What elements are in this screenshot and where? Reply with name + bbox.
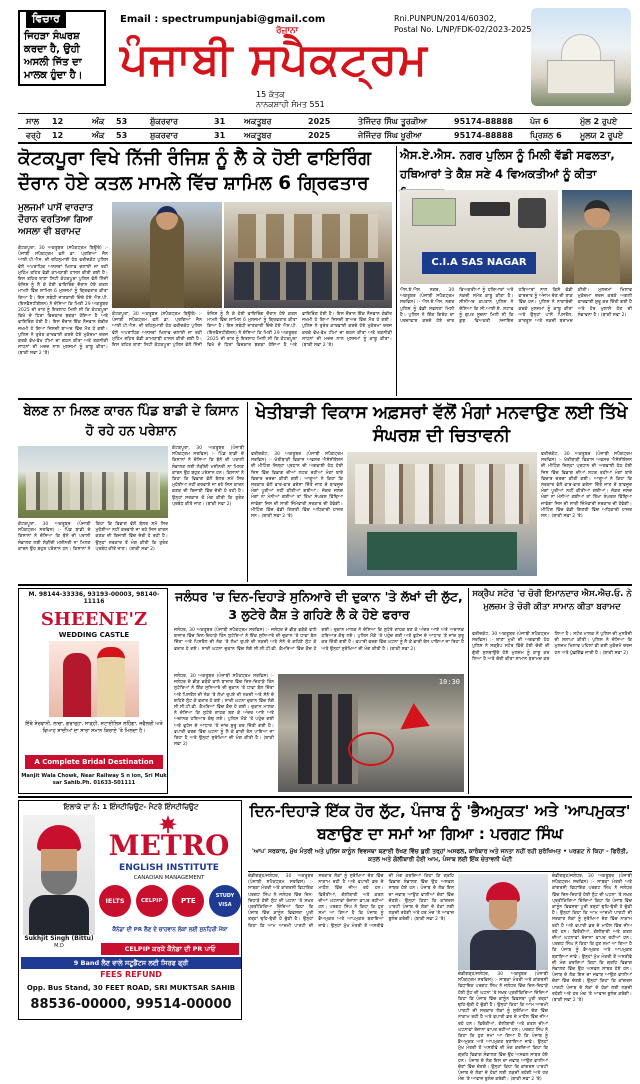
story-pargat-singh: [248, 800, 632, 1083]
accused-group-icon: [234, 262, 384, 300]
vichar-box: [18, 10, 106, 86]
story-2-photo-officer: [562, 190, 632, 284]
story-3-body: ਕੋਟਕਪੂਰਾ, 30 ਅਕਤੂਬਰ (ਪੰਜਾਬੀ ਸਪੈਕਟ੍ਰਮ ਸਰਵਿਸ) :- ਪਿੰਡ ਬਾਡੀ ਦੇ ਕਿਸਾਨਾਂ ਨੇ ਦੱਸਿਆ ਕਿ ਝੋਨੇ ਦੀ ਪਰਾਲੀ ਸੰਭਾਲਣ ਲਈ ਲੋੜੀਂਦੀ ਮਸ਼ੀਨਰੀ ਨਾ ਮਿਲਣ ਕਾਰਨ ਉਹ ਬਹੁਤ ਪਰੇਸ਼ਾਨ ਹਨ। ਕਿਸਾਨਾਂ ਨੇ ਕਿਹਾ ਕਿ ਵਿਭਾਗ ਵੱਲੋਂ ਬੇਲਰ ਸਮੇਂ ਸਿਰ ਮੁਹੱਈਆ ਨਹੀਂ ਕਰਵਾਏ ਜਾ ਰਹੇ ਜਿਸ ਕਾਰਨ ਕਣਕ ਦੀ ਬਿਜਾਈ ਵਿੱਚ ਦੇਰੀ ਹੋ ਰਹੀ ਹੈ। ਉਨ੍ਹਾਂ ਸਰਕਾਰ ਤੋਂ ਮੰਗ ਕੀਤੀ ਕਿ ਤੁਰੰਤ ਪ੍ਰਬੰਧ ਕੀਤੇ ਜਾਣ। (ਬਾਕੀ ਸਫਾ 2): [18, 522, 168, 552]
turban-icon-2: [486, 882, 520, 902]
ad-2-line1: ਕੈਨੇਡਾ ਦੀ PR ਲੈਣ ਦੇ ਚਾਹਵਾਨ ਲੋਕਾਂ ਲਈ ਸੁਨਹਿਰੀ ਮੌਕਾ: [112, 927, 228, 933]
robbers-icon: [298, 694, 358, 784]
cctv-timestamp: 10:30: [438, 678, 460, 686]
badge-study-visa[interactable]: STUDY VISA: [209, 885, 241, 917]
story-4-body-left: ਫਰੀਦਕੋਟ, 30 ਅਕਤੂਬਰ (ਪੰਜਾਬੀ ਸਪੈਕਟ੍ਰਮ ਸਰਵਿਸ) :- ਖੇਤੀਬਾੜੀ ਵਿਕਾਸ ਅਫਸਰ ਐਸੋਸੀਏਸ਼ਨ ਦੀ ਮੀਟਿੰਗ ਜ਼ਿਲ੍ਹਾ ਪ੍ਰਧਾਨ ਦੀ ਅਗਵਾਈ ਹੇਠ ਹੋਈ ਜਿਸ ਵਿੱਚ ਵਿਭਾਗ ਦੀਆਂ ਲਟਕ ਰਹੀਆਂ ਮੰਗਾਂ ਬਾਰੇ ਵਿਚਾਰ ਚਰਚਾ ਕੀਤੀ ਗਈ। ਆਗੂਆਂ ਨੇ ਕਿਹਾ ਕਿ ਸਰਕਾਰ ਵੱਲੋਂ ਵਾਰ-ਵਾਰ ਭਰੋਸਾ ਦਿੱਤੇ ਜਾਣ ਦੇ ਬਾਵਜੂਦ ਮੰਗਾਂ ਪੂਰੀਆਂ ਨਹੀਂ ਕੀਤੀਆਂ ਗਈਆਂ। ਜੇਕਰ ਜਲਦ ਮੰਗਾਂ ਨਾ ਮੰਨੀਆਂ ਗਈਆਂ ਤਾਂ ਤਿੱਖਾ ਸੰਘਰਸ਼ ਵਿੱਢਿਆ ਜਾਵੇਗਾ ਜਿਸ ਦੀ ਸਾਰੀ ਜਿੰਮੇਵਾਰੀ ਸਰਕਾਰ ਦੀ ਹੋਵੇਗੀ। ਮੀਟਿੰਗ ਵਿੱਚ ਵੱਡੀ ਗਿਣਤੀ ਵਿੱਚ ਅਧਿਕਾਰੀ ਹਾਜ਼ਰ ਸਨ। (ਬਾਕੀ ਸਫਾ 2 'ਤੇ): [251, 452, 343, 520]
masthead: [0, 0, 640, 118]
ad-1-banner: A Complete Bridal Destination: [25, 755, 163, 769]
ad-sheenez[interactable]: [18, 588, 168, 794]
story-6-headline[interactable]: ਸਕ੍ਰੈਪ ਸਟੋਰ 'ਚ ਚੋਰੀ ਇਮਾਨਦਾਰ ਐਸ.ਐਚ.ਓ. ਨੇ ਮੁਲਜ਼ਮ ਤੇ ਚੋਰੀ ਕੀਤਾ ਸਾਮਾਨ ਕੀਤਾ ਬਰਾਮਦ: [472, 589, 632, 612]
story-3-headline[interactable]: ਬੇਲਣ ਨਾ ਮਿਲਣ ਕਾਰਨ ਪਿੰਡ ਬਾਡੀ ਦੇ ਕਿਸਾਨ ਹੋ ਰਹੇ ਹਨ ਪਰੇਸ਼ਾਨ: [23, 404, 239, 439]
date-nanakshahi: 15 ਕੱਤਕ ਨਾਨਕਸ਼ਾਹੀ ਸੰਮਤ 551: [256, 90, 325, 109]
beard-icon: [41, 871, 77, 895]
ad-1-tagline: WEDDING CASTLE: [58, 631, 130, 639]
paper-title: ਪੰਜਾਬੀ ਸਪੈਕਟ੍ਰਮ: [120, 34, 428, 85]
rni-number: Rni.PUNPUN/2014/60302,: [394, 14, 497, 23]
story-2-photo-evidence: [400, 190, 558, 284]
gurdwara-photo: [531, 8, 631, 106]
story-3-body-side: ਕੋਟਕਪੂਰਾ, 30 ਅਕਤੂਬਰ (ਪੰਜਾਬੀ ਸਪੈਕਟ੍ਰਮ ਸਰਵਿਸ) :- ਪਿੰਡ ਬਾਡੀ ਦੇ ਕਿਸਾਨਾਂ ਨੇ ਦੱਸਿਆ ਕਿ ਝੋਨੇ ਦੀ ਪਰਾਲੀ ਸੰਭਾਲਣ ਲਈ ਲੋੜੀਂਦੀ ਮਸ਼ੀਨਰੀ ਨਾ ਮਿਲਣ ਕਾਰਨ ਉਹ ਬਹੁਤ ਪਰੇਸ਼ਾਨ ਹਨ। ਕਿਸਾਨਾਂ ਨੇ ਕਿਹਾ ਕਿ ਵਿਭਾਗ ਵੱਲੋਂ ਬੇਲਰ ਸਮੇਂ ਸਿਰ ਮੁਹੱਈਆ ਨਹੀਂ ਕਰਵਾਏ ਜਾ ਰਹੇ ਜਿਸ ਕਾਰਨ ਕਣਕ ਦੀ ਬਿਜਾਈ ਵਿੱਚ ਦੇਰੀ ਹੋ ਰਹੀ ਹੈ। ਉਨ੍ਹਾਂ ਸਰਕਾਰ ਤੋਂ ਮੰਗ ਕੀਤੀ ਕਿ ਤੁਰੰਤ ਪ੍ਰਬੰਧ ਕੀਤੇ ਜਾਣ। (ਬਾਕੀ ਸਫਾ 2): [172, 446, 244, 507]
story-3-photo-farmers: [18, 446, 168, 518]
ad-1-couple-photo: [49, 641, 139, 717]
badge-celpip[interactable]: CELPIP: [136, 885, 168, 917]
highlight-circle-icon: [348, 732, 394, 766]
info-row-1: ਸਾਲ 12 ਅੰਕ 53 ਸ਼ੁੱਕਰਵਾਰ 31 ਅਕਤੂਬਰ 2025 ਤੇਜਿੰਦਰ ਸਿੰਘ ਤੂਰਕੀਆ 95174-88888 ਪੇਜ 6 ਮੁੱਲ 2 ਰੁਪਏ: [26, 117, 618, 126]
police-group-icon: [238, 214, 378, 258]
ad-2-brand: METRO: [108, 829, 230, 862]
phones-icon: [518, 198, 546, 228]
story-7-body-right: ਚੰਡੀਗੜ੍ਹ/ਜਲੰਧਰ, 30 ਅਕਤੂਬਰ (ਪੰਜਾਬੀ ਸਪੈਕਟ੍ਰਮ ਸਰਵਿਸ) :- ਸਾਬਕਾ ਮੰਤਰੀ ਅਤੇ ਕਾਂਗਰਸੀ ਵਿਧਾਇਕ ਪਰਗਟ ਸਿੰਘ ਨੇ ਜਲੰਧਰ ਵਿੱਚ ਦਿਨ-ਦਿਹਾੜੇ ਹੋਈ ਲੁੱਟ ਦੀ ਘਟਨਾ 'ਤੇ ਸਖ਼ਤ ਪ੍ਰਤੀਕਿਰਿਆ ਦਿੰਦਿਆਂ ਕਿਹਾ ਕਿ ਪੰਜਾਬ ਵਿੱਚ ਕਾਨੂੰਨ ਵਿਵਸਥਾ ਪੂਰੀ ਤਰ੍ਹਾਂ ਢਹਿ-ਢੇਰੀ ਹੋ ਚੁੱਕੀ ਹੈ। ਉਨ੍ਹਾਂ ਕਿਹਾ ਕਿ ਆਮ ਆਦਮੀ ਪਾਰਟੀ ਦੀ ਸਰਕਾਰ ਲੋਕਾਂ ਨੂੰ ਸੁਰੱਖਿਆ ਦੇਣ ਵਿੱਚ ਨਾਕਾਮ ਰਹੀ ਹੈ ਅਤੇ ਵਪਾਰੀ ਡਰ ਦੇ ਮਾਹੌਲ ਵਿੱਚ ਜੀਅ ਰਹੇ ਹਨ। ਫਿਰੌਤੀਆਂ, ਗੋਲੀਬਾਰੀ ਅਤੇ ਕਤਲ ਦੀਆਂ ਘਟਨਾਵਾਂ ਰੋਜ਼ਾਨਾ ਵਾਪਰ ਰਹੀਆਂ ਹਨ। ਪਰਗਟ ਸਿੰਘ ਨੇ ਕਿਹਾ ਕਿ ਹੁਣ ਸਮਾਂ ਆ ਗਿਆ ਹੈ ਕਿ ਪੰਜਾਬ ਨੂੰ ਭੈਅਮੁਕਤ ਅਤੇ ਆਪਮੁਕਤ ਬਣਾਇਆ ਜਾਵੇ। ਉਨ੍ਹਾਂ ਮੁੱਖ ਮੰਤਰੀ ਤੋਂ ਅਸਤੀਫੇ ਦੀ ਮੰਗ ਕਰਦਿਆਂ ਕਿਹਾ ਕਿ ਗ੍ਰਹਿ ਵਿਭਾਗ ਸੰਭਾਲਣ ਵਿੱਚ ਉਹ ਅਸਫਲ ਸਾਬਤ ਹੋਏ ਹਨ। ਪੰਜਾਬ ਦੇ ਲੋਕ ਇਸ ਦਾ ਜਵਾਬ ਆਉਣ ਵਾਲੀਆਂ ਚੋਣਾਂ ਵਿੱਚ ਦੇਣਗੇ। ਉਨ੍ਹਾਂ ਕਿਹਾ ਕਿ ਕਾਂਗਰਸ ਪਾਰਟੀ ਪੰਜਾਬ ਦੇ ਲੋਕਾਂ ਦੇ ਹੱਕਾਂ ਲਈ ਲੜਦੀ ਰਹੇਗੀ ਅਤੇ ਹਰ ਮੰਚ 'ਤੇ ਆਵਾਜ਼ ਬੁਲੰਦ ਕਰੇਗੀ। (ਬਾਕੀ ਸਫਾ 2 'ਤੇ): [552, 874, 632, 1004]
story-2-body: ਐਸ.ਏ.ਐਸ. ਨਗਰ, 30 ਅਕਤੂਬਰ (ਪੰਜਾਬੀ ਸਪੈਕਟ੍ਰਮ ਸਰਵਿਸ) :- ਐਸ.ਏ.ਐਸ. ਨਗਰ ਪੁਲਿਸ ਨੂੰ ਵੱਡੀ ਸਫਲਤਾ ਮਿਲੀ ਹੈ। ਪੁਲਿਸ ਨੇ ਇੱਕ ਗਿਰੋਹ ਦਾ ਪਰਦਾਫਾਸ਼ ਕਰਦੇ ਹੋਏ ਚਾਰ ਵਿਅਕਤੀਆਂ ਨੂੰ ਹਥਿਆਰਾਂ ਅਤੇ ਨਕਦੀ ਸਮੇਤ ਕਾਬੂ ਕੀਤਾ ਹੈ। ਸੀਨੀਅਰ ਕਪਤਾਨ ਪੁਲਿਸ ਨੇ ਦੱਸਿਆ ਕਿ ਸੀ.ਆਈ.ਏ. ਸਟਾਫ ਨੂੰ ਗੁਪਤ ਸੂਚਨਾ ਮਿਲੀ ਸੀ ਕਿ ਕੁਝ ਵਿਅਕਤੀ ਨਜਾਇਜ਼ ਹਥਿਆਰਾਂ ਨਾਲ ਕਿਸੇ ਵੱਡੀ ਵਾਰਦਾਤ ਨੂੰ ਅੰਜਾਮ ਦੇਣ ਦੀ ਤਾਕ ਵਿੱਚ ਹਨ। ਪੁਲਿਸ ਨੇ ਨਾਕਾਬੰਦੀ ਕਰਕੇ ਮੁਲਜਮਾਂ ਨੂੰ ਕਾਬੂ ਕੀਤਾ ਅਤੇ ਉਨ੍ਹਾਂ ਪਾਸੋਂ ਪਿਸਤੌਲ, ਕਾਰਤੂਸ ਅਤੇ ਨਕਦੀ ਬਰਾਮਦ ਕੀਤੀ। ਮੁਲਜਮਾਂ ਖਿਲਾਫ ਮੁਕੱਦਮਾ ਦਰਜ ਕਰਕੇ ਅਗਲੀ ਕਾਰਵਾਈ ਸ਼ੁਰੂ ਕਰ ਦਿੱਤੀ ਗਈ ਹੈ ਅਤੇ ਹੋਰ ਖੁਲਾਸੇ ਹੋਣ ਦੀ ਸੰਭਾਵਨਾ ਹੈ। (ਬਾਕੀ ਸਫਾ 2): [400, 288, 632, 325]
meeting-people-icon: [355, 464, 529, 524]
story-jalandhar-loot: [174, 588, 464, 794]
ad-2-line3: 9 Band ਲੈਣ ਵਾਲੇ ਸਟੂਡੈਂਟਸ ਲਈ ਸਿਰਫ ਫ੍ਰੀ: [21, 957, 241, 969]
ad-2-phones[interactable]: 88536-00000, 99514-00000: [30, 997, 232, 1012]
story-7-body-mid: ਚੰਡੀਗੜ੍ਹ/ਜਲੰਧਰ, 30 ਅਕਤੂਬਰ (ਪੰਜਾਬੀ ਸਪੈਕਟ੍ਰਮ ਸਰਵਿਸ) :- ਸਾਬਕਾ ਮੰਤਰੀ ਅਤੇ ਕਾਂਗਰਸੀ ਵਿਧਾਇਕ ਪਰਗਟ ਸਿੰਘ ਨੇ ਜਲੰਧਰ ਵਿੱਚ ਦਿਨ-ਦਿਹਾੜੇ ਹੋਈ ਲੁੱਟ ਦੀ ਘਟਨਾ 'ਤੇ ਸਖ਼ਤ ਪ੍ਰਤੀਕਿਰਿਆ ਦਿੰਦਿਆਂ ਕਿਹਾ ਕਿ ਪੰਜਾਬ ਵਿੱਚ ਕਾਨੂੰਨ ਵਿਵਸਥਾ ਪੂਰੀ ਤਰ੍ਹਾਂ ਢਹਿ-ਢੇਰੀ ਹੋ ਚੁੱਕੀ ਹੈ। ਉਨ੍ਹਾਂ ਕਿਹਾ ਕਿ ਆਮ ਆਦਮੀ ਪਾਰਟੀ ਦੀ ਸਰਕਾਰ ਲੋਕਾਂ ਨੂੰ ਸੁਰੱਖਿਆ ਦੇਣ ਵਿੱਚ ਨਾਕਾਮ ਰਹੀ ਹੈ ਅਤੇ ਵਪਾਰੀ ਡਰ ਦੇ ਮਾਹੌਲ ਵਿੱਚ ਜੀਅ ਰਹੇ ਹਨ। ਫਿਰੌਤੀਆਂ, ਗੋਲੀਬਾਰੀ ਅਤੇ ਕਤਲ ਦੀਆਂ ਘਟਨਾਵਾਂ ਰੋਜ਼ਾਨਾ ਵਾਪਰ ਰਹੀਆਂ ਹਨ। ਪਰਗਟ ਸਿੰਘ ਨੇ ਕਿਹਾ ਕਿ ਹੁਣ ਸਮਾਂ ਆ ਗਿਆ ਹੈ ਕਿ ਪੰਜਾਬ ਨੂੰ ਭੈਅਮੁਕਤ ਅਤੇ ਆਪਮੁਕਤ ਬਣਾਇਆ ਜਾਵੇ। ਉਨ੍ਹਾਂ ਮੁੱਖ ਮੰਤਰੀ ਤੋਂ ਅਸਤੀਫੇ ਦੀ ਮੰਗ ਕਰਦਿਆਂ ਕਿਹਾ ਕਿ ਗ੍ਰਹਿ ਵਿਭਾਗ ਸੰਭਾਲਣ ਵਿੱਚ ਉਹ ਅਸਫਲ ਸਾਬਤ ਹੋਏ ਹਨ। ਪੰਜਾਬ ਦੇ ਲੋਕ ਇਸ ਦਾ ਜਵਾਬ ਆਉਣ ਵਾਲੀਆਂ ਚੋਣਾਂ ਵਿੱਚ ਦੇਣਗੇ। ਉਨ੍ਹਾਂ ਕਿਹਾ ਕਿ ਕਾਂਗਰਸ ਪਾਰਟੀ ਪੰਜਾਬ ਦੇ ਲੋਕਾਂ ਦੇ ਹੱਕਾਂ ਲਈ ਲੜਦੀ ਰਹੇਗੀ ਅਤੇ ਹਰ ਮੰਚ 'ਤੇ ਆਵਾਜ਼ ਬੁਲੰਦ ਕਰੇਗੀ। (ਬਾਕੀ ਸਫਾ 2 'ਤੇ): [458, 972, 548, 1083]
ad-2-subtitle: ENGLISH INSTITUTE: [119, 863, 219, 873]
story-kotkapura: [18, 146, 392, 396]
story-7-headline[interactable]: ਦਿਨ-ਦਿਹਾੜੇ ਇੱਕ ਹੋਰ ਲੁੱਟ, ਪੰਜਾਬ ਨੂੰ 'ਭੈਅਮੁਕਤ' ਅਤੇ 'ਆਪਮੁਕਤ' ਬਣਾਉਣ ਦਾ ਸਮਾਂ ਆ ਗਿਆ : ਪਰਗਟ ਸਿੰਘ: [249, 802, 631, 843]
badge-pte[interactable]: PTE: [172, 885, 204, 917]
ad-2-name: Sukhjit Singh (Bittu): [24, 935, 94, 942]
bride-icon: [63, 653, 91, 717]
ad-2-line2: CELPIP ਕਰਕੇ ਕੈਨੇਡਾ ਦੀ PR ਪਾਓ: [101, 943, 239, 955]
vichar-label: ਵਿਚਾਰ: [26, 10, 66, 28]
story-farmers-baler: [18, 402, 244, 582]
ad-2-tagline: CANADIAN MANAGEMENT: [133, 875, 205, 881]
ad-1-desc: ਇੱਥੇ ਸ਼ੇਰਵਾਨੀ, ਲਾਚਾ, ਗਰਾਰ੍ਹਾ, ਸਾੜ੍ਹੀ, ਸਟਾਈਲਿਸ਼ ਲਹਿੰਗਾ, ਜਵੈਲਰੀ ਅਤੇ ਵਿਆਹ ਸ਼ਾਦੀਆਂ ਦਾ ਸਾਰਾ ਸਮਾਨ ਕਿਰਾਏ 'ਤੇ ਮਿਲਦਾ ਹੈ।: [25, 721, 163, 734]
cia-sign: C.I.A SAS NAGAR: [422, 252, 536, 274]
ad-2-line4: FEES REFUND: [100, 970, 162, 979]
story-4-photo-meeting: [347, 452, 537, 576]
vichar-text: ਜਿਹੜਾ ਸੰਘਰਸ਼ ਕਰਦਾ ਹੈ, ਉਹੀ ਅਸਲੀ ਜਿੱਤ ਦਾ ਮਾਲਕ ਹੁੰਦਾ ਹੈ।: [24, 31, 83, 81]
story-5-cctv-photo: [278, 674, 464, 792]
postal-number: Postal No. L/NP/FDK-02/2023-2025: [394, 25, 532, 34]
coat-icon-2: [470, 930, 536, 970]
story-2-headline[interactable]: ਐਸ.ਏ.ਐਸ. ਨਗਰ ਪੁਲਿਸ ਨੂੰ ਮਿਲੀ ਵੱਡੀ ਸਫਲਤਾ, ਹਥਿਆਰਾਂ ਤੇ ਕੈਸ਼ ਸਣੇ 4 ਵਿਅਕਤੀਆਂ ਨੂੰ ਕੀਤਾ: [400, 148, 615, 181]
story-scrap-store: [472, 588, 632, 794]
ad-2-address: Opp. Bus Stand, 30 FEET ROAD, SRI MUKTSAR SAHIB: [26, 984, 236, 992]
story-7-body-left: ਚੰਡੀਗੜ੍ਹ/ਜਲੰਧਰ, 30 ਅਕਤੂਬਰ (ਪੰਜਾਬੀ ਸਪੈਕਟ੍ਰਮ ਸਰਵਿਸ) :- ਸਾਬਕਾ ਮੰਤਰੀ ਅਤੇ ਕਾਂਗਰਸੀ ਵਿਧਾਇਕ ਪਰਗਟ ਸਿੰਘ ਨੇ ਜਲੰਧਰ ਵਿੱਚ ਦਿਨ-ਦਿਹਾੜੇ ਹੋਈ ਲੁੱਟ ਦੀ ਘਟਨਾ 'ਤੇ ਸਖ਼ਤ ਪ੍ਰਤੀਕਿਰਿਆ ਦਿੰਦਿਆਂ ਕਿਹਾ ਕਿ ਪੰਜਾਬ ਵਿੱਚ ਕਾਨੂੰਨ ਵਿਵਸਥਾ ਪੂਰੀ ਤਰ੍ਹਾਂ ਢਹਿ-ਢੇਰੀ ਹੋ ਚੁੱਕੀ ਹੈ। ਉਨ੍ਹਾਂ ਕਿਹਾ ਕਿ ਆਮ ਆਦਮੀ ਪਾਰਟੀ ਦੀ ਸਰਕਾਰ ਲੋਕਾਂ ਨੂੰ ਸੁਰੱਖਿਆ ਦੇਣ ਵਿੱਚ ਨਾਕਾਮ ਰਹੀ ਹੈ ਅਤੇ ਵਪਾਰੀ ਡਰ ਦੇ ਮਾਹੌਲ ਵਿੱਚ ਜੀਅ ਰਹੇ ਹਨ। ਫਿਰੌਤੀਆਂ, ਗੋਲੀਬਾਰੀ ਅਤੇ ਕਤਲ ਦੀਆਂ ਘਟਨਾਵਾਂ ਰੋਜ਼ਾਨਾ ਵਾਪਰ ਰਹੀਆਂ ਹਨ। ਪਰਗਟ ਸਿੰਘ ਨੇ ਕਿਹਾ ਕਿ ਹੁਣ ਸਮਾਂ ਆ ਗਿਆ ਹੈ ਕਿ ਪੰਜਾਬ ਨੂੰ ਭੈਅਮੁਕਤ ਅਤੇ ਆਪਮੁਕਤ ਬਣਾਇਆ ਜਾਵੇ। ਉਨ੍ਹਾਂ ਮੁੱਖ ਮੰਤਰੀ ਤੋਂ ਅਸਤੀਫੇ ਦੀ ਮੰਗ ਕਰਦਿਆਂ ਕਿਹਾ ਕਿ ਗ੍ਰਹਿ ਵਿਭਾਗ ਸੰਭਾਲਣ ਵਿੱਚ ਉਹ ਅਸਫਲ ਸਾਬਤ ਹੋਏ ਹਨ। ਪੰਜਾਬ ਦੇ ਲੋਕ ਇਸ ਦਾ ਜਵਾਬ ਆਉਣ ਵਾਲੀਆਂ ਚੋਣਾਂ ਵਿੱਚ ਦੇਣਗੇ। ਉਨ੍ਹਾਂ ਕਿਹਾ ਕਿ ਕਾਂਗਰਸ ਪਾਰਟੀ ਪੰਜਾਬ ਦੇ ਲੋਕਾਂ ਦੇ ਹੱਕਾਂ ਲਈ ਲੜਦੀ ਰਹੇਗੀ ਅਤੇ ਹਰ ਮੰਚ 'ਤੇ ਆਵਾਜ਼ ਬੁਲੰਦ ਕਰੇਗੀ। (ਬਾਕੀ ਸਫਾ 2 'ਤੇ): [248, 874, 454, 929]
officer-head-icon: [156, 206, 178, 230]
info-row-2: ਵਰ੍ਹੇ 12 ਅੰਕ 53 ਸ਼ੁਕਰਵਾਰ 31 ਅਕਤੂਬਰ 2025 ਜੇਜਿੰਦਰ ਸਿੰਘ ਖੂਰੀਆ 95174-88888 ਪ੍ਰਿਸ਼ਠ 6 ਮੂਲਯ 2 ਰੂਪਏ: [26, 131, 624, 140]
story-1-photo-arrested: [224, 202, 392, 308]
ad-2-top: ਇਲਾਕੇ ਦਾ ਨੰ: 1 ਇੰਸਟੀਚਿਊਟ- ਮੈਟਰੋ ਇੰਸਟੀਚਿਊਟ: [63, 803, 199, 811]
ad-2-md: M.D: [54, 943, 64, 949]
officer-body-icon-2: [574, 230, 620, 284]
story-4-body-right: ਫਰੀਦਕੋਟ, 30 ਅਕਤੂਬਰ (ਪੰਜਾਬੀ ਸਪੈਕਟ੍ਰਮ ਸਰਵਿਸ) :- ਖੇਤੀਬਾੜੀ ਵਿਕਾਸ ਅਫਸਰ ਐਸੋਸੀਏਸ਼ਨ ਦੀ ਮੀਟਿੰਗ ਜ਼ਿਲ੍ਹਾ ਪ੍ਰਧਾਨ ਦੀ ਅਗਵਾਈ ਹੇਠ ਹੋਈ ਜਿਸ ਵਿੱਚ ਵਿਭਾਗ ਦੀਆਂ ਲਟਕ ਰਹੀਆਂ ਮੰਗਾਂ ਬਾਰੇ ਵਿਚਾਰ ਚਰਚਾ ਕੀਤੀ ਗਈ। ਆਗੂਆਂ ਨੇ ਕਿਹਾ ਕਿ ਸਰਕਾਰ ਵੱਲੋਂ ਵਾਰ-ਵਾਰ ਭਰੋਸਾ ਦਿੱਤੇ ਜਾਣ ਦੇ ਬਾਵਜੂਦ ਮੰਗਾਂ ਪੂਰੀਆਂ ਨਹੀਂ ਕੀਤੀਆਂ ਗਈਆਂ। ਜੇਕਰ ਜਲਦ ਮੰਗਾਂ ਨਾ ਮੰਨੀਆਂ ਗਈਆਂ ਤਾਂ ਤਿੱਖਾ ਸੰਘਰਸ਼ ਵਿੱਢਿਆ ਜਾਵੇਗਾ ਜਿਸ ਦੀ ਸਾਰੀ ਜਿੰਮੇਵਾਰੀ ਸਰਕਾਰ ਦੀ ਹੋਵੇਗੀ। ਮੀਟਿੰਗ ਵਿੱਚ ਵੱਡੀ ਗਿਣਤੀ ਵਿੱਚ ਅਧਿਕਾਰੀ ਹਾਜ਼ਰ ਸਨ। (ਬਾਕੀ ਸਫਾ 2 'ਤੇ): [541, 452, 632, 520]
officer-head-icon-2: [584, 200, 610, 228]
story-1-subhead: ਮੁਲਜਮਾਂ ਪਾਸੋਂ ਵਾਰਦਾਤ ਦੌਰਾਨ ਵਰਤਿਆ ਗਿਆ ਅਸਲਾ ਵੀ ਬਰਾਮਦ: [18, 203, 94, 237]
red-arrow-icon: [392, 703, 429, 741]
story-sas-nagar: [400, 146, 632, 396]
story-5-body-top: ਜਲੰਧਰ, 30 ਅਕਤੂਬਰ (ਪੰਜਾਬੀ ਸਪੈਕਟ੍ਰਮ ਸਰਵਿਸ) :- ਜਲੰਧਰ ਦੇ ਭੀੜ ਭੜੱਕੇ ਵਾਲੇ ਬਾਜ਼ਾਰ ਵਿੱਚ ਦਿਨ-ਦਿਹਾੜੇ ਤਿੰਨ ਲੁਟੇਰਿਆਂ ਨੇ ਇੱਕ ਸੁਨਿਆਰੇ ਦੀ ਦੁਕਾਨ 'ਤੇ ਧਾਵਾ ਬੋਲ ਦਿੱਤਾ ਅਤੇ ਪਿਸਤੌਲ ਦੀ ਨੋਕ 'ਤੇ ਲੱਖਾਂ ਰੁਪਏ ਦੀ ਨਕਦੀ ਅਤੇ ਸੋਨੇ ਦੇ ਗਹਿਣੇ ਲੁੱਟ ਕੇ ਫਰਾਰ ਹੋ ਗਏ। ਸਾਰੀ ਘਟਨਾ ਦੁਕਾਨ ਵਿੱਚ ਲੱਗੇ ਸੀ.ਸੀ.ਟੀ.ਵੀ. ਕੈਮਰਿਆਂ ਵਿੱਚ ਕੈਦ ਹੋ ਗਈ। ਦੁਕਾਨ ਮਾਲਕ ਨੇ ਦੱਸਿਆ ਕਿ ਲੁਟੇਰੇ ਗਾਹਕ ਬਣ ਕੇ ਅੰਦਰ ਆਏ ਅਤੇ ਅਚਾਨਕ ਹਥਿਆਰ ਕੱਢ ਲਏ। ਪੁਲਿਸ ਮੌਕੇ 'ਤੇ ਪਹੁੰਚ ਗਈ ਅਤੇ ਫੁਟੇਜ ਦੇ ਆਧਾਰ 'ਤੇ ਜਾਂਚ ਸ਼ੁਰੂ ਕਰ ਦਿੱਤੀ ਗਈ ਹੈ। ਵਪਾਰੀ ਵਰਗ ਵਿੱਚ ਘਟਨਾ ਨੂੰ ਲੈ ਕੇ ਭਾਰੀ ਰੋਸ ਪਾਇਆ ਜਾ ਰਿਹਾ ਹੈ ਅਤੇ ਉਨ੍ਹਾਂ ਸੁਰੱਖਿਆ ਦੀ ਮੰਗ ਕੀਤੀ ਹੈ। (ਬਾਕੀ ਸਫਾ 2): [174, 628, 464, 652]
ad-2-person-photo: [23, 815, 95, 935]
story-5-headline[interactable]: ਜਲੰਧਰ 'ਚ ਦਿਨ-ਦਿਹਾੜੇ ਸੁਨਿਆਰੇ ਦੀ ਦੁਕਾਨ 'ਤੇ ਲੱਖਾਂ ਦੀ ਲੁੱਟ, 3 ਲੁਟੇਰੇ ਕੈਸ਼ ਤੇ ਗਹਿਣੇ ਲੈ ਕੇ ਹੋਏ ਫਰਾਰ: [175, 589, 463, 622]
groom-icon: [97, 647, 125, 717]
story-1-photo-officer: [112, 202, 222, 308]
story-4-headline[interactable]: ਖੇਤੀਬਾੜੀ ਵਿਕਾਸ ਅਫ਼ਸਰਾਂ ਵੱਲੋਂ ਮੰਗਾਂ ਮਨਵਾਉਣ ਲਈ ਤਿੱਖੇ ਸੰਘਰਸ਼ ਦੀ ਚਿਤਾਵਨੀ: [255, 403, 628, 446]
story-7-subhead: 'ਆਪ' ਸਰਕਾਰ, ਮੁੱਖ ਮੰਤਰੀ ਅਤੇ ਪੁਲਿਸ ਕਾਨੂੰਨ ਵਿਵਸਥਾ ਬਣਾਈ ਰੱਖਣ ਵਿੱਚ ਬੁਰੀ ਤਰ੍ਹਾਂ ਅਸਫਲ, ਕਾਰੋਬਾਰ ਅਤੇ ਜਨਤਾ ਨਹੀਂ ਰਹੀ ਸੁਰੱਖਿਅਤ • ਪਰਗਟ ਨੇ ਕਿਹਾ - ਫਿਰੌਤੀ, ਕਤਲ ਅਤੇ ਗੋਲੀਬਾਰੀ ਹੋਈ ਆਮ, ਪੰਜਾਬ ਲਈ ਇੱਕ ਚੇਤਾਵਨੀ ਘੰਟੀ: [251, 848, 629, 863]
story-1-headline[interactable]: ਕੋਟਕਪੂਰਾ ਵਿਖੇ ਨਿੱਜੀ ਰੰਜਿਸ਼ ਨੂੰ ਲੈ ਕੇ ਹੋਈ ਫਾਇਰਿੰਗ ਦੌਰਾਨ ਹੋਏ ਕਤਲ ਮਾਮਲੇ ਵਿੱਚ ਸ਼ਾਮਿਲ 6 ਗ੍ਰਿਫਤਾਰ: [18, 148, 372, 194]
table-icon: [367, 532, 517, 570]
story-agri-officers: [251, 402, 632, 582]
badge-ielts[interactable]: IELTS: [99, 885, 131, 917]
ad-1-address: Manjit Wala Chowk, Near Railway S n ion, Sri Muk sar Sahib.Ph. 01633-501111: [21, 773, 167, 786]
farmers-group-icon: [26, 472, 160, 510]
ad-2-badges: [99, 885, 241, 925]
story-1-body-left: ਕੋਟਕਪੂਰਾ, 30 ਅਕਤੂਬਰ (ਸਪੈਕਟ੍ਰਮ ਬਿਊਰੋ) :- ਪੰਜਾਬੀ ਸਪੈਕਟ੍ਰਮ ਵਲੋਂ ਡਾ. ਪ੍ਰਗਿਆ ਜੈਨ ਆਈ.ਪੀ.ਐਸ. ਦੀ ਰਹਿਨੁਮਾਈ ਹੇਠ ਫਰੀਦਕੋਟ ਪੁਲਿਸ ਵੱਲੋਂ ਅਪਰਾਧਿਕ ਅਨਸਰਾਂ ਖਿਲਾਫ ਚਲਾਈ ਜਾ ਰਹੀ ਮੁਹਿੰਮ ਤਹਿਤ ਵੱਡੀ ਕਾਮਯਾਬੀ ਹਾਸਲ ਕੀਤੀ ਗਈ ਹੈ। ਇਸ ਤਹਿਤ ਥਾਣਾ ਸਿਟੀ ਕੋਟਕਪੂਰਾ ਪੁਲਿਸ ਵੱਲੋਂ ਨਿੱਜੀ ਰੰਜਿਸ਼ ਨੂੰ ਲੈ ਕੇ ਹੋਈ ਫਾਇਰਿੰਗ ਦੌਰਾਨ ਹੋਏ ਕਤਲ ਮਾਮਲੇ ਵਿੱਚ ਸ਼ਾਮਿਲ 6 ਮੁਲਜਮਾਂ ਨੂੰ ਗ੍ਰਿਫਤਾਰ ਕੀਤਾ ਗਿਆ ਹੈ। ਇਸ ਸਬੰਧੀ ਜਾਣਕਾਰੀ ਦਿੰਦੇ ਹੋਏ ਐਸ.ਪੀ. (ਇਨਵੈਸਟੀਗੇਸ਼ਨ) ਨੇ ਦੱਸਿਆ ਕਿ ਮਿਤੀ 29 ਅਕਤੂਬਰ 2025 ਦੀ ਰਾਤ ਨੂੰ ਇਤਲਾਹ ਮਿਲੀ ਸੀ ਕਿ ਕੋਟਕਪੂਰਾ ਵਿਖੇ ਦੋ ਧਿਰਾਂ ਵਿਚਕਾਰ ਝਗੜਾ ਹੋਇਆ ਹੈ ਅਤੇ ਫਾਇਰਿੰਗ ਹੋਈ ਹੈ। ਇਸ ਦੌਰਾਨ ਇੱਕ ਨੌਜਵਾਨ ਗੰਭੀਰ ਜਖਮੀ ਹੋ ਗਿਆ ਜਿਸਦੀ ਬਾਅਦ ਵਿੱਚ ਮੌਤ ਹੋ ਗਈ। ਪੁਲਿਸ ਨੇ ਤੁਰੰਤ ਕਾਰਵਾਈ ਕਰਦੇ ਹੋਏ ਮੁਕੱਦਮਾ ਦਰਜ ਕਰਕੇ ਵੱਖ-ਵੱਖ ਟੀਮਾਂ ਦਾ ਗਠਨ ਕੀਤਾ ਅਤੇ ਤਕਨੀਕੀ ਸਾਧਨਾਂ ਦੀ ਮਦਦ ਨਾਲ ਮੁਲਜਮਾਂ ਨੂੰ ਕਾਬੂ ਕੀਤਾ। (ਬਾਕੀ ਸਫਾ 2 'ਤੇ): [18, 246, 108, 357]
story-1-body-right: ਕੋਟਕਪੂਰਾ, 30 ਅਕਤੂਬਰ (ਸਪੈਕਟ੍ਰਮ ਬਿਊਰੋ) :- ਪੰਜਾਬੀ ਸਪੈਕਟ੍ਰਮ ਵਲੋਂ ਡਾ. ਪ੍ਰਗਿਆ ਜੈਨ ਆਈ.ਪੀ.ਐਸ. ਦੀ ਰਹਿਨੁਮਾਈ ਹੇਠ ਫਰੀਦਕੋਟ ਪੁਲਿਸ ਵੱਲੋਂ ਅਪਰਾਧਿਕ ਅਨਸਰਾਂ ਖਿਲਾਫ ਚਲਾਈ ਜਾ ਰਹੀ ਮੁਹਿੰਮ ਤਹਿਤ ਵੱਡੀ ਕਾਮਯਾਬੀ ਹਾਸਲ ਕੀਤੀ ਗਈ ਹੈ। ਇਸ ਤਹਿਤ ਥਾਣਾ ਸਿਟੀ ਕੋਟਕਪੂਰਾ ਪੁਲਿਸ ਵੱਲੋਂ ਨਿੱਜੀ ਰੰਜਿਸ਼ ਨੂੰ ਲੈ ਕੇ ਹੋਈ ਫਾਇਰਿੰਗ ਦੌਰਾਨ ਹੋਏ ਕਤਲ ਮਾਮਲੇ ਵਿੱਚ ਸ਼ਾਮਿਲ 6 ਮੁਲਜਮਾਂ ਨੂੰ ਗ੍ਰਿਫਤਾਰ ਕੀਤਾ ਗਿਆ ਹੈ। ਇਸ ਸਬੰਧੀ ਜਾਣਕਾਰੀ ਦਿੰਦੇ ਹੋਏ ਐਸ.ਪੀ. (ਇਨਵੈਸਟੀਗੇਸ਼ਨ) ਨੇ ਦੱਸਿਆ ਕਿ ਮਿਤੀ 29 ਅਕਤੂਬਰ 2025 ਦੀ ਰਾਤ ਨੂੰ ਇਤਲਾਹ ਮਿਲੀ ਸੀ ਕਿ ਕੋਟਕਪੂਰਾ ਵਿਖੇ ਦੋ ਧਿਰਾਂ ਵਿਚਕਾਰ ਝਗੜਾ ਹੋਇਆ ਹੈ ਅਤੇ ਫਾਇਰਿੰਗ ਹੋਈ ਹੈ। ਇਸ ਦੌਰਾਨ ਇੱਕ ਨੌਜਵਾਨ ਗੰਭੀਰ ਜਖਮੀ ਹੋ ਗਿਆ ਜਿਸਦੀ ਬਾਅਦ ਵਿੱਚ ਮੌਤ ਹੋ ਗਈ। ਪੁਲਿਸ ਨੇ ਤੁਰੰਤ ਕਾਰਵਾਈ ਕਰਦੇ ਹੋਏ ਮੁਕੱਦਮਾ ਦਰਜ ਕਰਕੇ ਵੱਖ-ਵੱਖ ਟੀਮਾਂ ਦਾ ਗਠਨ ਕੀਤਾ ਅਤੇ ਤਕਨੀਕੀ ਸਾਧਨਾਂ ਦੀ ਮਦਦ ਨਾਲ ਮੁਲਜਮਾਂ ਨੂੰ ਕਾਬੂ ਕੀਤਾ। (ਬਾਕੀ ਸਫਾ 2 'ਤੇ): [112, 312, 392, 349]
face-icon-2: [489, 900, 517, 930]
ad-metro-institute[interactable]: [18, 800, 242, 1020]
story-6-body: ਫਰੀਦਕੋਟ, 30 ਅਕਤੂਬਰ (ਪੰਜਾਬੀ ਸਪੈਕਟ੍ਰਮ ਸਰਵਿਸ) :- ਥਾਣਾ ਮੁਖੀ ਦੀ ਅਗਵਾਈ ਹੇਠ ਪੁਲਿਸ ਨੇ ਸਕ੍ਰੈਪ ਸਟੋਰ ਵਿੱਚੋਂ ਹੋਈ ਚੋਰੀ ਦੀ ਗੁੱਥੀ ਸੁਲਝਾਉਂਦੇ ਹੋਏ ਮੁਲਜ਼ਮ ਨੂੰ ਕਾਬੂ ਕਰ ਲਿਆ ਹੈ ਅਤੇ ਚੋਰੀ ਕੀਤਾ ਸਾਮਾਨ ਬਰਾਮਦ ਕਰ ਲਿਆ ਹੈ। ਸਟੋਰ ਮਾਲਕ ਨੇ ਪੁਲਿਸ ਦੀ ਮੁਸਤੈਦੀ ਦੀ ਸ਼ਲਾਘਾ ਕੀਤੀ। ਪੁਲਿਸ ਨੇ ਦੱਸਿਆ ਕਿ ਮੁਲਜ਼ਮ ਖਿਲਾਫ ਪਹਿਲਾਂ ਵੀ ਕਈ ਮੁਕੱਦਮੇ ਦਰਜ ਹਨ ਅਤੇ ਪੁੱਛਗਿੱਛ ਜਾਰੀ ਹੈ। (ਬਾਕੀ ਸਫਾ 2): [472, 632, 632, 662]
turban-icon: [37, 825, 81, 851]
email[interactable]: Email : spectrumpunjabi@gmail.com: [120, 14, 326, 25]
cash-icon: [412, 198, 456, 226]
story-5-body-left: ਜਲੰਧਰ, 30 ਅਕਤੂਬਰ (ਪੰਜਾਬੀ ਸਪੈਕਟ੍ਰਮ ਸਰਵਿਸ) :- ਜਲੰਧਰ ਦੇ ਭੀੜ ਭੜੱਕੇ ਵਾਲੇ ਬਾਜ਼ਾਰ ਵਿੱਚ ਦਿਨ-ਦਿਹਾੜੇ ਤਿੰਨ ਲੁਟੇਰਿਆਂ ਨੇ ਇੱਕ ਸੁਨਿਆਰੇ ਦੀ ਦੁਕਾਨ 'ਤੇ ਧਾਵਾ ਬੋਲ ਦਿੱਤਾ ਅਤੇ ਪਿਸਤੌਲ ਦੀ ਨੋਕ 'ਤੇ ਲੱਖਾਂ ਰੁਪਏ ਦੀ ਨਕਦੀ ਅਤੇ ਸੋਨੇ ਦੇ ਗਹਿਣੇ ਲੁੱਟ ਕੇ ਫਰਾਰ ਹੋ ਗਏ। ਸਾਰੀ ਘਟਨਾ ਦੁਕਾਨ ਵਿੱਚ ਲੱਗੇ ਸੀ.ਸੀ.ਟੀ.ਵੀ. ਕੈਮਰਿਆਂ ਵਿੱਚ ਕੈਦ ਹੋ ਗਈ। ਦੁਕਾਨ ਮਾਲਕ ਨੇ ਦੱਸਿਆ ਕਿ ਲੁਟੇਰੇ ਗਾਹਕ ਬਣ ਕੇ ਅੰਦਰ ਆਏ ਅਤੇ ਅਚਾਨਕ ਹਥਿਆਰ ਕੱਢ ਲਏ। ਪੁਲਿਸ ਮੌਕੇ 'ਤੇ ਪਹੁੰਚ ਗਈ ਅਤੇ ਫੁਟੇਜ ਦੇ ਆਧਾਰ 'ਤੇ ਜਾਂਚ ਸ਼ੁਰੂ ਕਰ ਦਿੱਤੀ ਗਈ ਹੈ। ਵਪਾਰੀ ਵਰਗ ਵਿੱਚ ਘਟਨਾ ਨੂੰ ਲੈ ਕੇ ਭਾਰੀ ਰੋਸ ਪਾਇਆ ਜਾ ਰਿਹਾ ਹੈ ਅਤੇ ਉਨ੍ਹਾਂ ਸੁਰੱਖਿਆ ਦੀ ਮੰਗ ਕੀਤੀ ਹੈ। (ਬਾਕੀ ਸਫਾ 2): [174, 674, 274, 748]
pistol-icon: [470, 202, 510, 216]
ad-1-phones[interactable]: M. 98144-33336, 93193-00003, 98140-11116: [28, 591, 160, 605]
building-icon: [547, 60, 615, 94]
suit-icon: [29, 895, 89, 935]
ad-1-brand: SHEENE'Z: [40, 609, 148, 630]
rozana-label: ਰੋਜ਼ਾਨਾ: [276, 26, 299, 36]
story-7-photo-pargat: [458, 874, 548, 970]
